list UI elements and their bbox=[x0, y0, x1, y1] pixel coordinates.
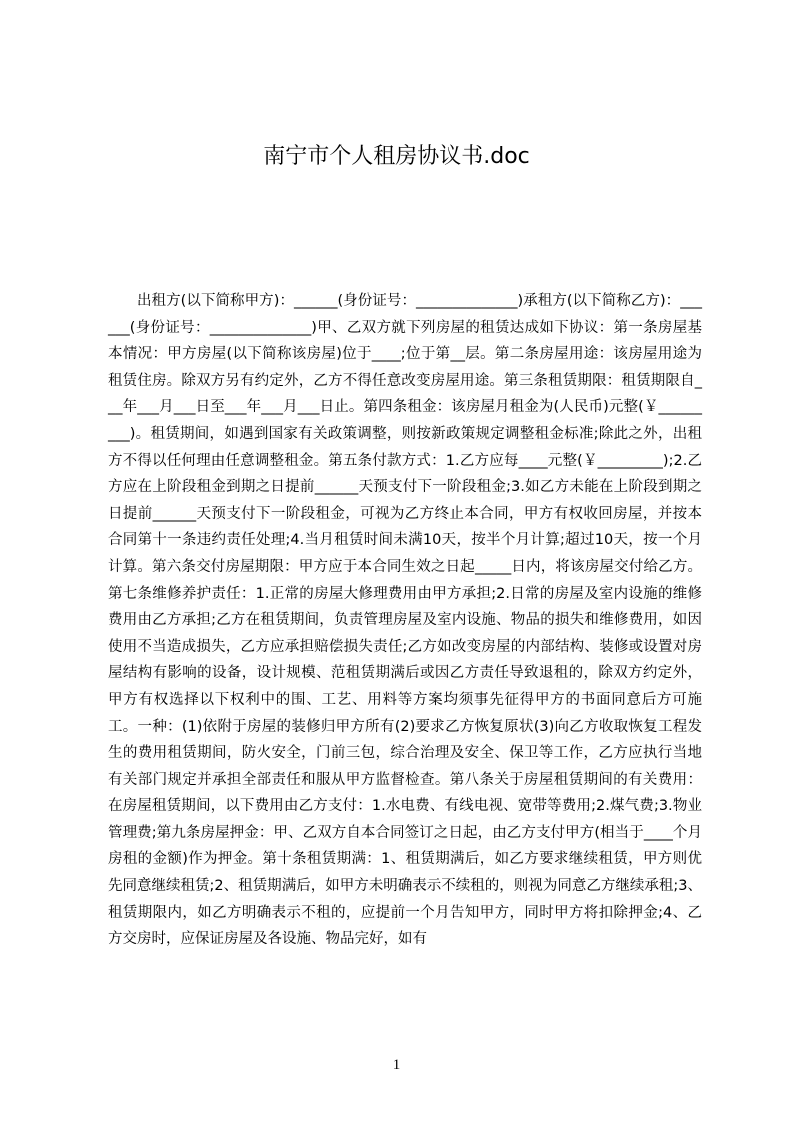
page-number: 1 bbox=[392, 1057, 401, 1073]
contract-body-paragraph: 出租方(以下简称甲方)：______(身份证号：______________)承租方(以下简称乙方)：______(身份证号：______________)甲、乙双方就下列房屋的租赁达成如下协议：第一条房屋基本情况：甲方房屋(以下简称该房屋)位于____;位于第__层。第二条房屋用途：该房屋用途为租赁住房。除双方另有约定外，乙方不得任意改变房屋用途。第三条租赁期限：租赁期限自___年___月___日至___年___月___日止。第四条租金：该房屋月租金为(人民币)元整(￥_________)。租赁期间，如遇到国家有关政策调整，则按新政策规定调整租金标准;除此之外，出租方不得以任何理由任意调整租金。第五条付款方式：1.乙方应每____元整(￥_________);2.乙方应在上阶段租金到期之日提前______天预支付下一阶段租金;3.如乙方未能在上阶段到期之日提前______天预支付下一阶段租金，可视为乙方终止本合同，甲方有权收回房屋，并按本合同第十一条违约责任处理;4.当月租赁时间未满10天，按半个月计算;超过10天，按一个月计算。第六条交付房屋期限：甲方应于本合同生效之日起_____日内，将该房屋交付给乙方。第七条维修养护责任：1.正常的房屋大修理费用由甲方承担;2.日常的房屋及室内设施的维修费用由乙方承担;乙方在租赁期间，负责管理房屋及室内设施、物品的损失和维修费用，如因使用不当造成损失，乙方应承担赔偿损失责任;乙方如改变房屋的内部结构、装修或设置对房屋结构有影响的设备，设计规模、范租赁期满后或因乙方责任导致退租的，除双方约定外，甲方有权选择以下权利中的围、工艺、用料等方案均须事先征得甲方的书面同意后方可施工。一种：(1)依附于房屋的装修归甲方所有(2)要求乙方恢复原状(3)向乙方收取恢复工程发生的费用租赁期间，防火安全，门前三包，综合治理及安全、保卫等工作，乙方应执行当地有关部门规定并承担全部责任和服从甲方监督检查。第八条关于房屋租赁期间的有关费用：在房屋租赁期间，以下费用由乙方支付：1.水电费、有线电视、宽带等费用;2.煤气费;3.物业管理费;第九条房屋押金：甲、乙双方自本合同签订之日起，由乙方支付甲方(相当于____个月房租的金额)作为押金。第十条租赁期满：1、租赁期满后，如乙方要求继续租赁，甲方则优先同意继续租赁;2、租赁期满后，如甲方未明确表示不续租的，则视为同意乙方继续承租;3、租赁期限内，如乙方明确表示不租的，应提前一个月告知甲方，同时甲方将扣除押金;4、乙方交房时，应保证房屋及各设施、物品完好，如有 bbox=[108, 293, 702, 948]
document-title: 南宁市个人租房协议书.doc bbox=[263, 144, 530, 169]
